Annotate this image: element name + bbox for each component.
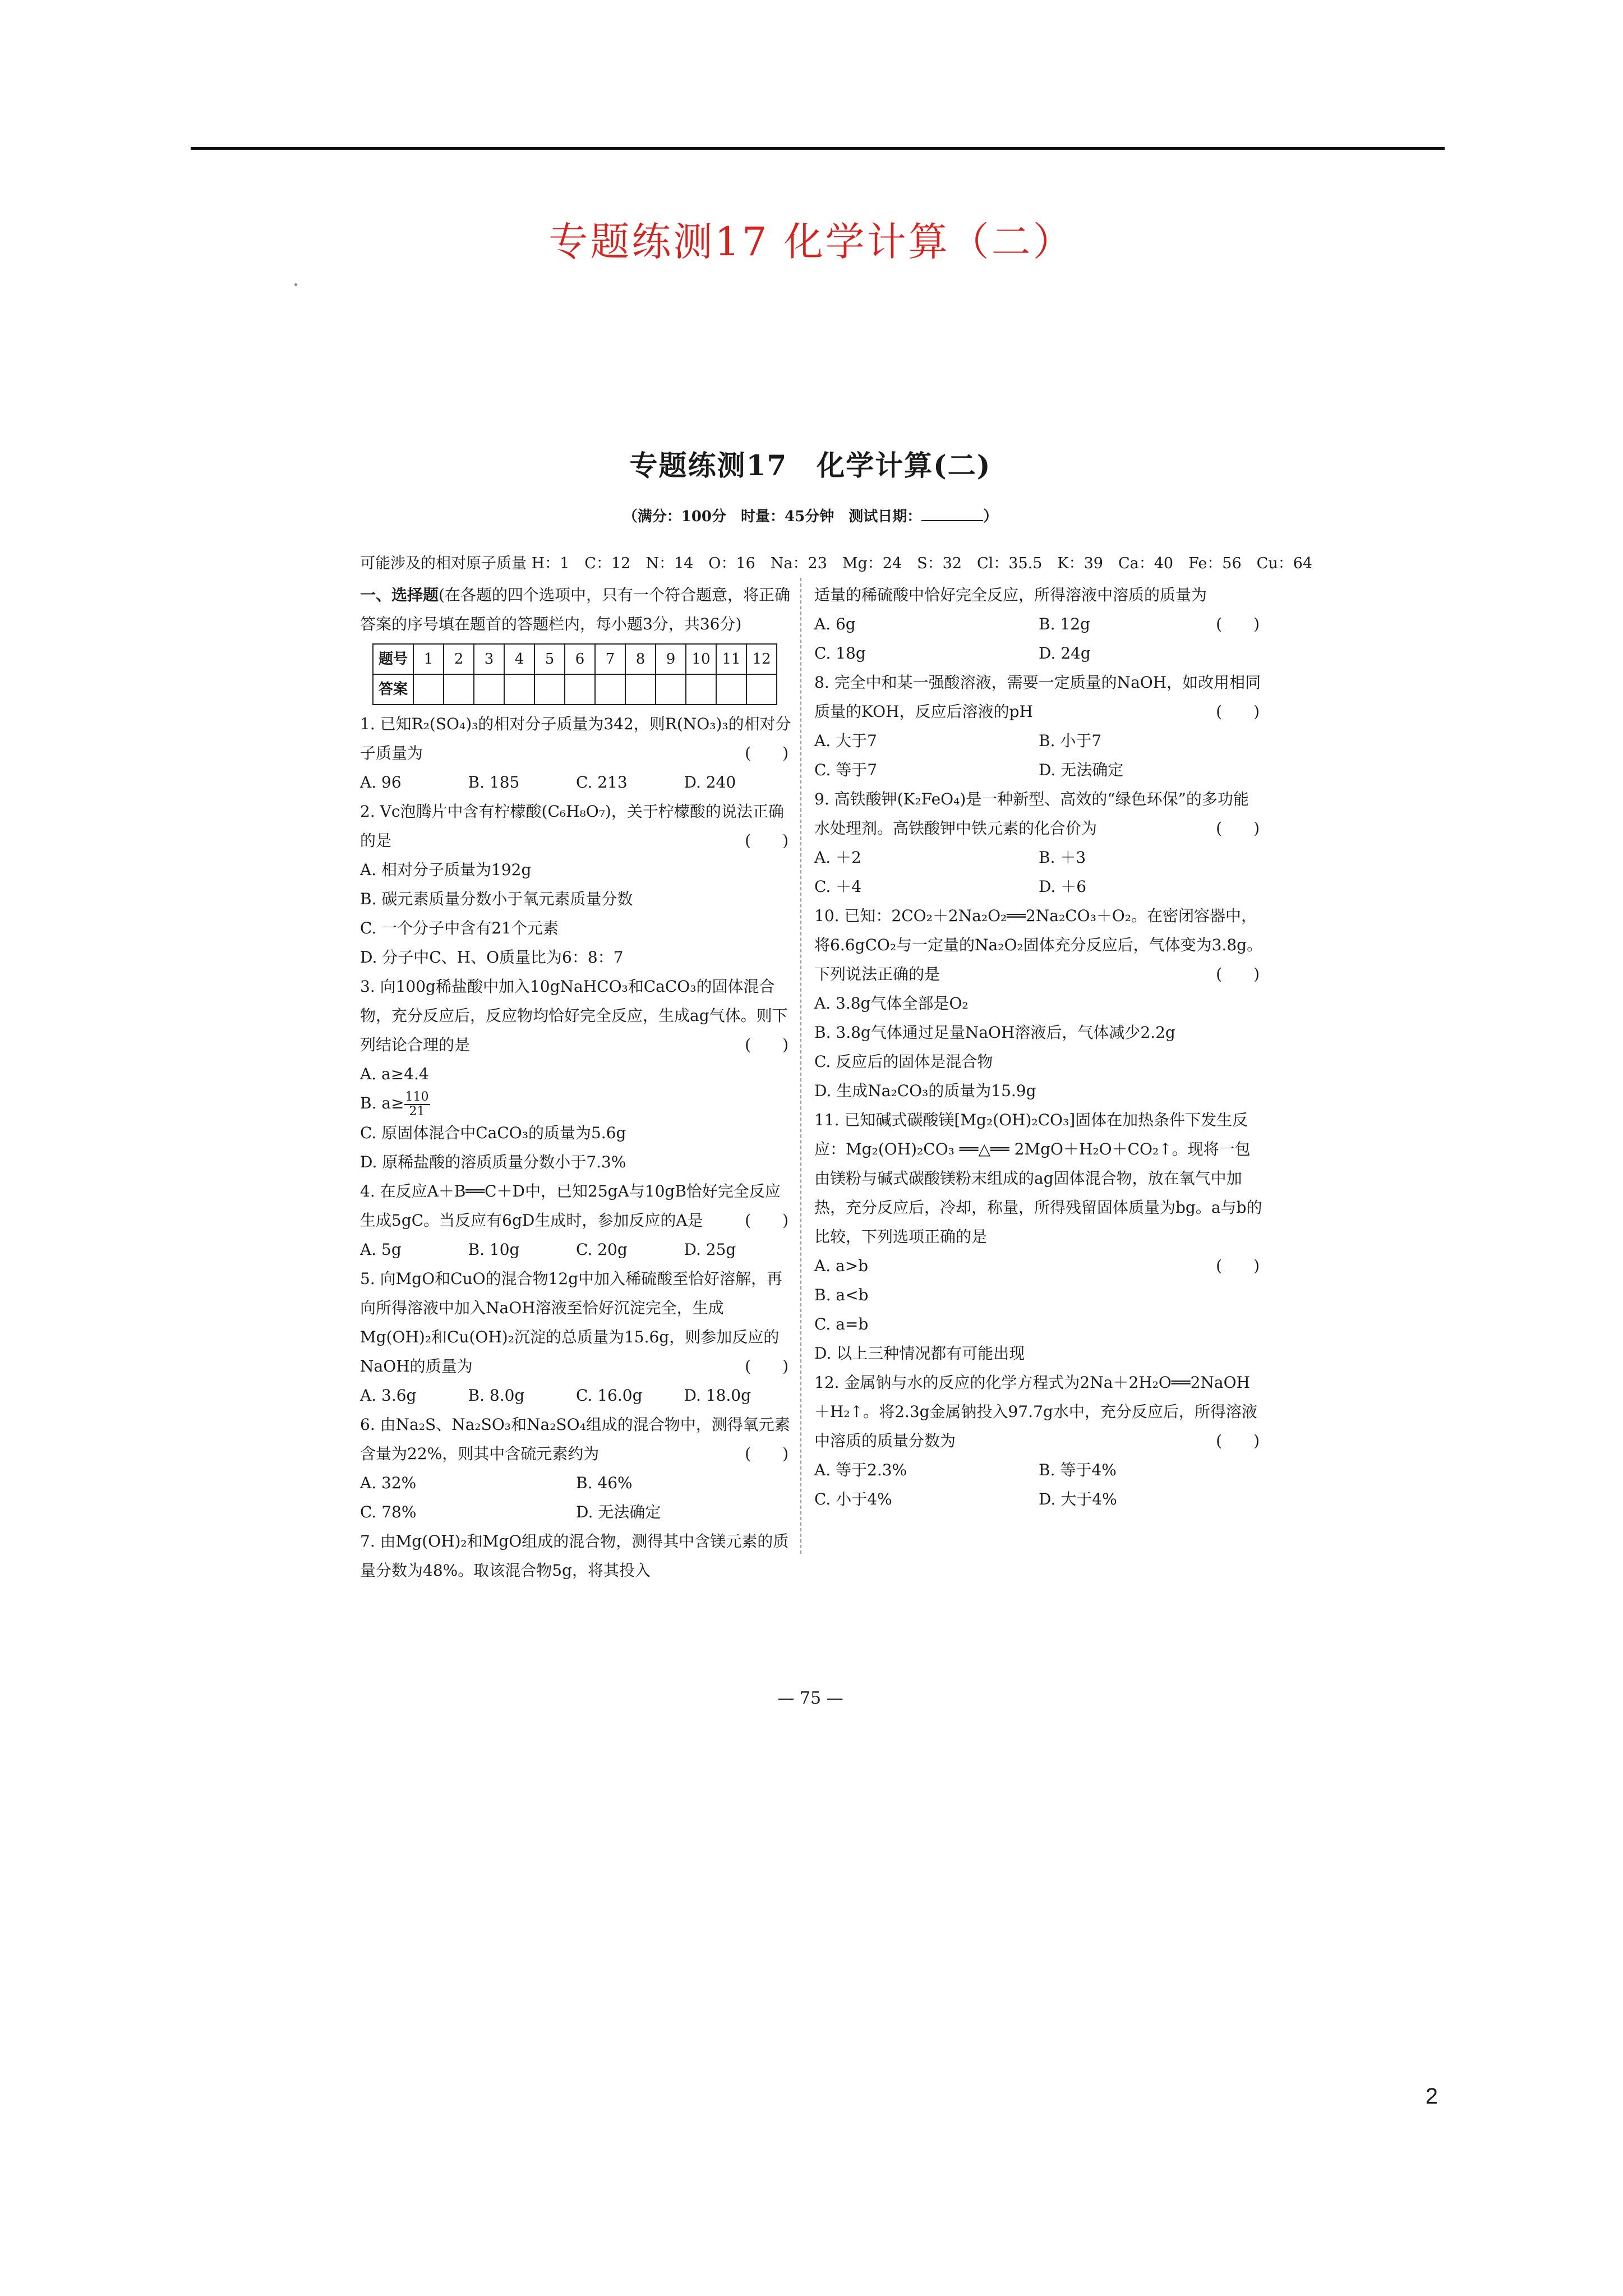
question-stem: 5. 向MgO和CuO的混合物12g中加入稀硫酸至恰好溶解，再向所得溶液中加入NaOH溶液至恰好沉淀完全，生成Mg(OH)₂和Cu(OH)₂沉淀的总质量为15.6g，则参加反应的NaOH的质量为 (360, 1269, 783, 1375)
answer-paren: ( ) (1216, 1257, 1260, 1275)
question-9 (814, 785, 1263, 901)
option: B. 3.8g气体通过足量NaOH溶液后，气体减少2.2g (814, 1023, 1175, 1042)
fraction-numerator: 110 (405, 1089, 429, 1104)
answer-table (372, 643, 777, 705)
option: A. ＋2 (814, 848, 861, 867)
answer-cell[interactable] (656, 674, 686, 705)
answer-table-label: 题号 (373, 644, 413, 674)
option: B. 8.0g (468, 1386, 525, 1405)
section-header (360, 581, 792, 639)
question-3 (360, 972, 792, 1177)
answer-table-number: 5 (534, 644, 565, 674)
option: A. 5g (360, 1240, 402, 1259)
option: C. 原固体混合中CaCO₃的质量为5.6g (360, 1123, 626, 1142)
question-stem: 12. 金属钠与水的反应的化学方程式为2Na＋2H₂O══2NaOH＋H₂↑。将2.3g金属钠投入97.7g水中，充分反应后，所得溶液中溶质的质量分数为 (814, 1373, 1257, 1450)
answer-paren: ( ) (1216, 615, 1260, 633)
option: C. 小于4% (814, 1490, 892, 1508)
date-blank (921, 508, 983, 521)
answer-table-number: 10 (686, 644, 716, 674)
option: C. 78% (360, 1502, 417, 1521)
scan-dot (294, 283, 297, 286)
question-2 (360, 797, 792, 972)
option: D. 以上三种情况都有可能出现 (814, 1344, 1025, 1363)
option: B. a<b (814, 1286, 869, 1304)
meta-right: ） (983, 508, 998, 525)
option: D. 无法确定 (1039, 761, 1124, 779)
answer-cell[interactable] (534, 674, 565, 705)
option: B. 小于7 (1039, 731, 1102, 750)
question-stem: 1. 已知R₂(SO₄)₃的相对分子质量为342，则R(NO₃)₃的相对分子质量为 (360, 715, 791, 762)
meta-left: （满分：100分 时量：45分钟 测试日期： (623, 508, 922, 525)
option: C. 反应后的固体是混合物 (814, 1052, 993, 1071)
answer-table-number: 7 (595, 644, 625, 674)
question-stem: 10. 已知：2CO₂＋2Na₂O₂══2Na₂CO₃＋O₂。在密闭容器中，将6.6gCO₂与一定量的Na₂O₂固体充分反应后，气体变为3.8g。下列说法正确的是 (814, 907, 1263, 983)
answer-cell[interactable] (565, 674, 595, 705)
answer-cell[interactable] (625, 674, 656, 705)
worksheet-meta (353, 505, 1267, 526)
answer-cell[interactable] (686, 674, 716, 705)
answer-cell[interactable] (504, 674, 534, 705)
answer-cell[interactable] (444, 674, 474, 705)
question-11 (814, 1106, 1263, 1368)
top-rule (191, 147, 1445, 150)
answer-table-number: 8 (625, 644, 656, 674)
answer-paren: ( ) (745, 1211, 789, 1230)
fraction (404, 1091, 430, 1119)
option: D. ＋6 (1039, 877, 1087, 896)
question-stem: 2. Vc泡腾片中含有柠檬酸(C₆H₈O₇)，关于柠檬酸的说法正确的是 (360, 802, 784, 850)
option: A. 32% (360, 1473, 417, 1492)
question-stem: 3. 向100g稀盐酸中加入10gNaHCO₃和CaCO₃的固体混合物，充分反应后，反应物均恰好完全反应，生成ag气体。则下列结论合理的是 (360, 977, 788, 1054)
option: D. 18.0g (684, 1386, 751, 1405)
option-grid (814, 610, 1263, 668)
option-grid (360, 1469, 792, 1527)
question-7-continued (814, 581, 1263, 668)
option: B. 碳元素质量分数小于氧元素质量分数 (360, 890, 633, 908)
question-4 (360, 1177, 792, 1264)
answer-cell[interactable] (413, 674, 444, 705)
question-stem: 4. 在反应A＋B══C＋D中，已知25gA与10gB恰好完全反应生成5gC。当反应有6gD生成时，参加反应的A是 (360, 1181, 781, 1230)
option: D. 生成Na₂CO₃的质量为15.9g (814, 1082, 1036, 1100)
section-instructions: (在各题的四个选项中，只有一个符合题意，将正确答案的序号填在题首的答题栏内，每小题3分，共36分) (360, 586, 790, 633)
option: B. 10g (468, 1240, 520, 1259)
fraction-denominator: 21 (409, 1104, 425, 1119)
option: C. 16.0g (576, 1386, 643, 1405)
option: A. 96 (360, 773, 402, 792)
option: D. 240 (684, 773, 736, 792)
option: A. a≥4.4 (360, 1065, 429, 1083)
option-row (360, 1235, 792, 1264)
page-number: 2 (1425, 2084, 1438, 2109)
question-stem-continued: 适量的稀硫酸中恰好完全反应，所得溶液中溶质的质量为 (814, 586, 1207, 604)
option: D. 25g (684, 1240, 736, 1259)
question-6 (360, 1410, 792, 1527)
question-stem: 7. 由Mg(OH)₂和MgO组成的混合物，测得其中含镁元素的质量分数为48%。取该混合物5g，将其投入 (360, 1531, 789, 1580)
left-column (360, 581, 792, 1585)
column-divider (800, 578, 801, 1554)
option: D. 无法确定 (576, 1502, 661, 1521)
option: A. a>b (814, 1257, 869, 1275)
answer-table-number: 4 (504, 644, 534, 674)
answer-table-number: 2 (444, 644, 474, 674)
question-stem: 8. 完全中和某一强酸溶液，需要一定质量的NaOH，如改用相同质量的KOH，反应后溶液的pH (814, 673, 1261, 721)
answer-table-number: 6 (565, 644, 595, 674)
option-row (360, 768, 792, 797)
answer-table-number: 3 (474, 644, 504, 674)
option: B. 185 (468, 773, 520, 792)
question-8 (814, 668, 1263, 785)
atomic-masses: 可能涉及的相对原子质量 H：1 C：12 N：14 O：16 Na：23 Mg：24 S：32 Cl：35.5 K：39 Ca：40 Fe：56 Cu：64 (360, 555, 1313, 572)
answer-table-number: 11 (716, 644, 746, 674)
option-b (360, 1089, 792, 1119)
option: B. 12g (1039, 615, 1090, 633)
option: A. 相对分子质量为192g (360, 861, 532, 879)
answer-cell[interactable] (716, 674, 746, 705)
document-title: 专题练测17 化学计算（二） (548, 219, 1075, 265)
answer-table-label: 答案 (373, 674, 413, 705)
option: D. 大于4% (1039, 1490, 1117, 1508)
answer-paren: ( ) (745, 1356, 789, 1375)
question-stem: 6. 由Na₂S、Na₂SO₃和Na₂SO₄组成的混合物中，测得氧元素含量为22%，则其中含硫元素约为 (360, 1415, 790, 1463)
option: C. 等于7 (814, 761, 878, 779)
option: C. a=b (814, 1315, 869, 1333)
answer-paren: ( ) (745, 1036, 789, 1054)
option: A. 3.6g (360, 1386, 417, 1405)
option: A. 大于7 (814, 731, 877, 750)
option: C. 213 (576, 773, 628, 792)
answer-paren: ( ) (1216, 702, 1260, 721)
worksheet-title: 专题练测17 化学计算(二) (629, 449, 992, 482)
answer-paren: ( ) (1216, 965, 1260, 983)
option: B. 等于4% (1039, 1461, 1117, 1479)
answer-table-number: 12 (746, 644, 777, 674)
option: A. 3.8g气体全部是O₂ (814, 994, 969, 1013)
scan-page-number: — 75 — (777, 1688, 843, 1708)
option: C. 18g (814, 644, 866, 662)
option: A. 等于2.3% (814, 1461, 907, 1479)
question-1 (360, 710, 792, 797)
option: D. 分子中C、H、O质量比为6：8：7 (360, 948, 624, 967)
question-stem: 11. 已知碱式碳酸镁[Mg₂(OH)₂CO₃]固体在加热条件下发生反应：Mg₂(OH)₂CO₃ ══△══ 2MgO＋H₂O＋CO₂↑。现将一包由镁粉与碱式碳酸镁粉末组成的ag固体混合物，放在氧气中加热，充分反应后，冷却，称量，所得残留固体质量为bg。a与b的比较，下列选项正确的是 (814, 1111, 1262, 1246)
answer-paren: ( ) (745, 1444, 789, 1463)
answer-cell[interactable] (595, 674, 625, 705)
option: C. 一个分子中含有21个元素 (360, 919, 559, 937)
option-grid (814, 1456, 1263, 1514)
option-grid (814, 726, 1263, 785)
question-10 (814, 901, 1263, 1106)
option: A. 6g (814, 615, 856, 633)
option: B. 46% (576, 1473, 633, 1492)
question-12 (814, 1368, 1263, 1514)
option-row (360, 1381, 792, 1410)
question-stem: 9. 高铁酸钾(K₂FeO₄)是一种新型、高效的“绿色环保”的多功能水处理剂。高铁酸钾中铁元素的化合价为 (814, 790, 1249, 838)
answer-table-number-row (373, 644, 777, 674)
option-grid (814, 843, 1263, 901)
answer-table-number: 9 (656, 644, 686, 674)
answer-paren: ( ) (745, 744, 789, 762)
answer-table-number: 1 (413, 644, 444, 674)
section-heading: 一、选择题 (360, 586, 439, 604)
question-7 (360, 1527, 792, 1585)
option: C. ＋4 (814, 877, 862, 896)
answer-paren: ( ) (745, 831, 789, 850)
option-b-prefix: B. a≥ (360, 1094, 404, 1112)
question-5 (360, 1264, 792, 1410)
scanned-worksheet (353, 426, 1313, 1722)
option: D. 原稀盐酸的溶质质量分数小于7.3% (360, 1152, 626, 1171)
answer-cell[interactable] (474, 674, 504, 705)
option: B. ＋3 (1039, 848, 1086, 867)
option: C. 20g (576, 1240, 628, 1259)
option: D. 24g (1039, 644, 1091, 662)
right-column (814, 581, 1263, 1514)
answer-cell[interactable] (746, 674, 777, 705)
answer-table-answer-row (373, 674, 777, 705)
answer-paren: ( ) (1216, 819, 1260, 838)
answer-paren: ( ) (1216, 1432, 1260, 1450)
